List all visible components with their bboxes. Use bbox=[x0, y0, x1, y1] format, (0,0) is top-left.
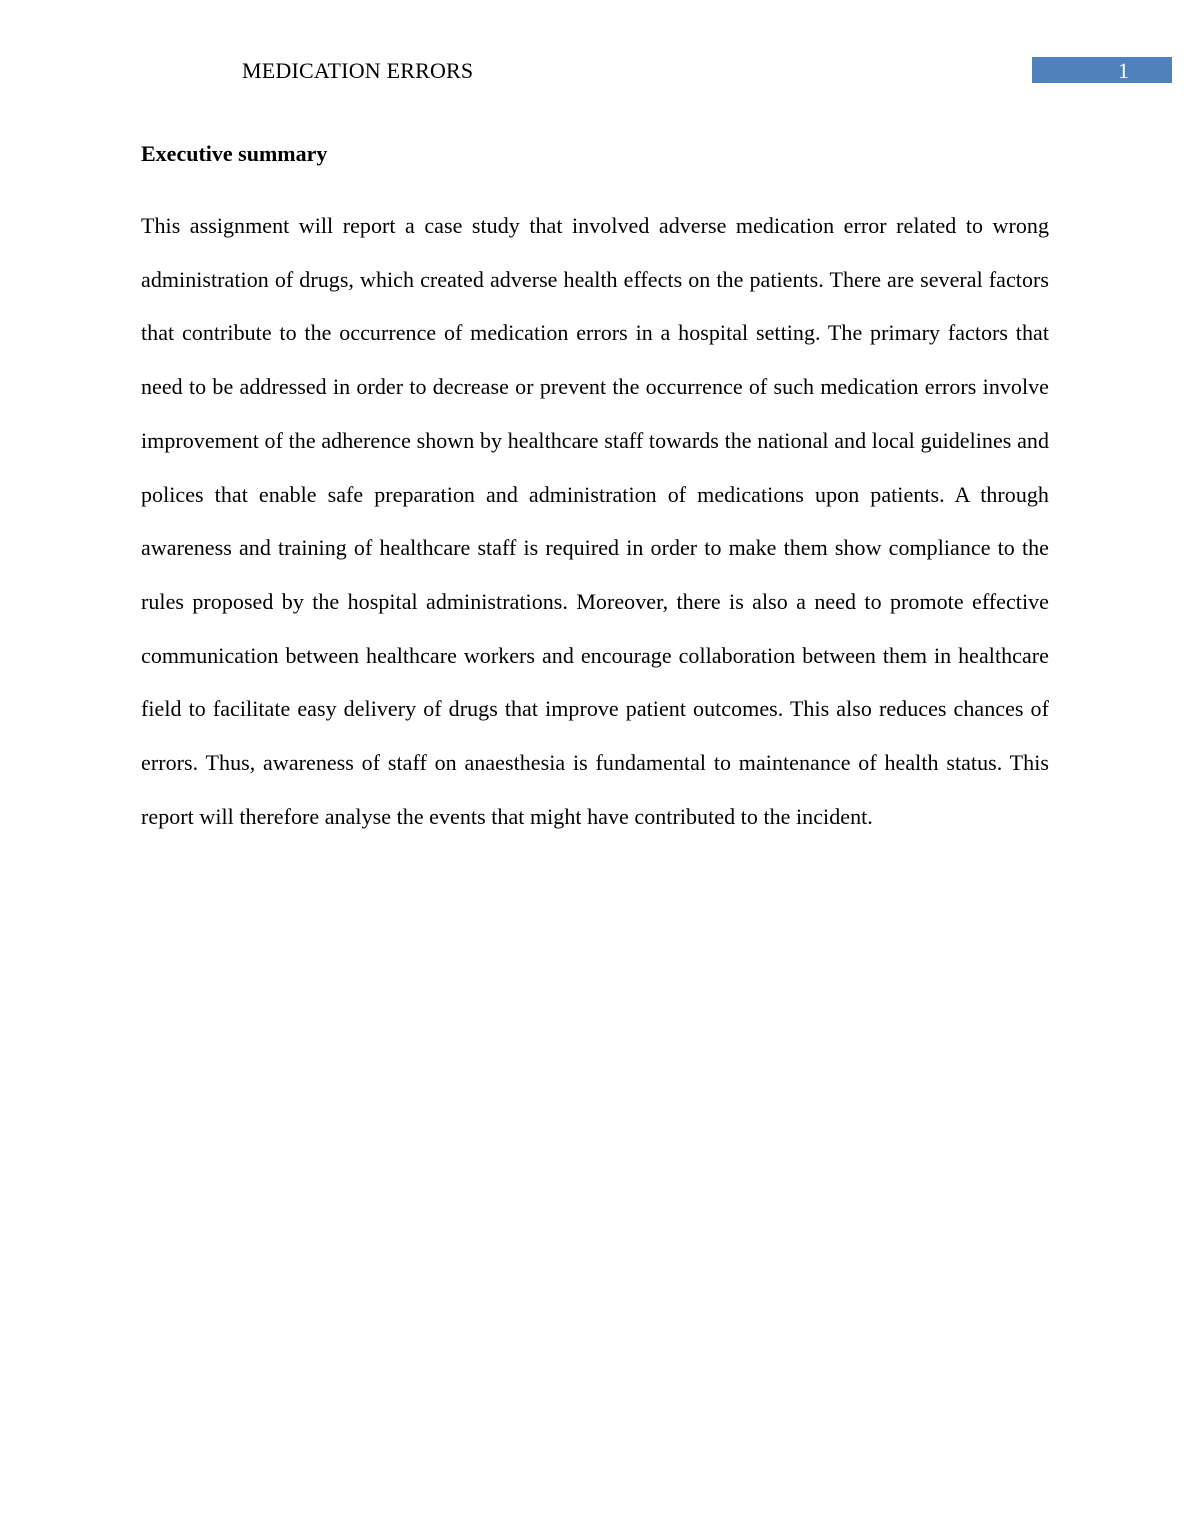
body-paragraph: This assignment will report a case study that involved adverse medication error related to wrong administration of drugs, which created adverse health effects on the patients. There are several factors that contribute to the occurrence of medication errors in a hospital setting. The primary factors that need to be addressed in order to decrease or prevent the occurrence of such medication errors involve improvement of the adherence shown by healthcare staff towards the national and local guidelines and polices that enable safe preparation and administration of medications upon patients. A through awareness and training of healthcare staff is required in order to make them show compliance to the rules proposed by the hospital administrations. Moreover, there is also a need to promote effective communication between healthcare workers and encourage collaboration between them in healthcare field to facilitate easy delivery of drugs that improve patient outcomes. This also reduces chances of errors. Thus, awareness of staff on anaesthesia is fundamental to maintenance of health status. This report will therefore analyse the events that might have contributed to the incident. bbox=[141, 213, 1049, 829]
running-head: MEDICATION ERRORS bbox=[242, 58, 474, 83]
page-number-box bbox=[1032, 57, 1172, 83]
section-heading: Executive summary bbox=[141, 141, 328, 166]
page-number: 1 bbox=[1118, 58, 1129, 83]
